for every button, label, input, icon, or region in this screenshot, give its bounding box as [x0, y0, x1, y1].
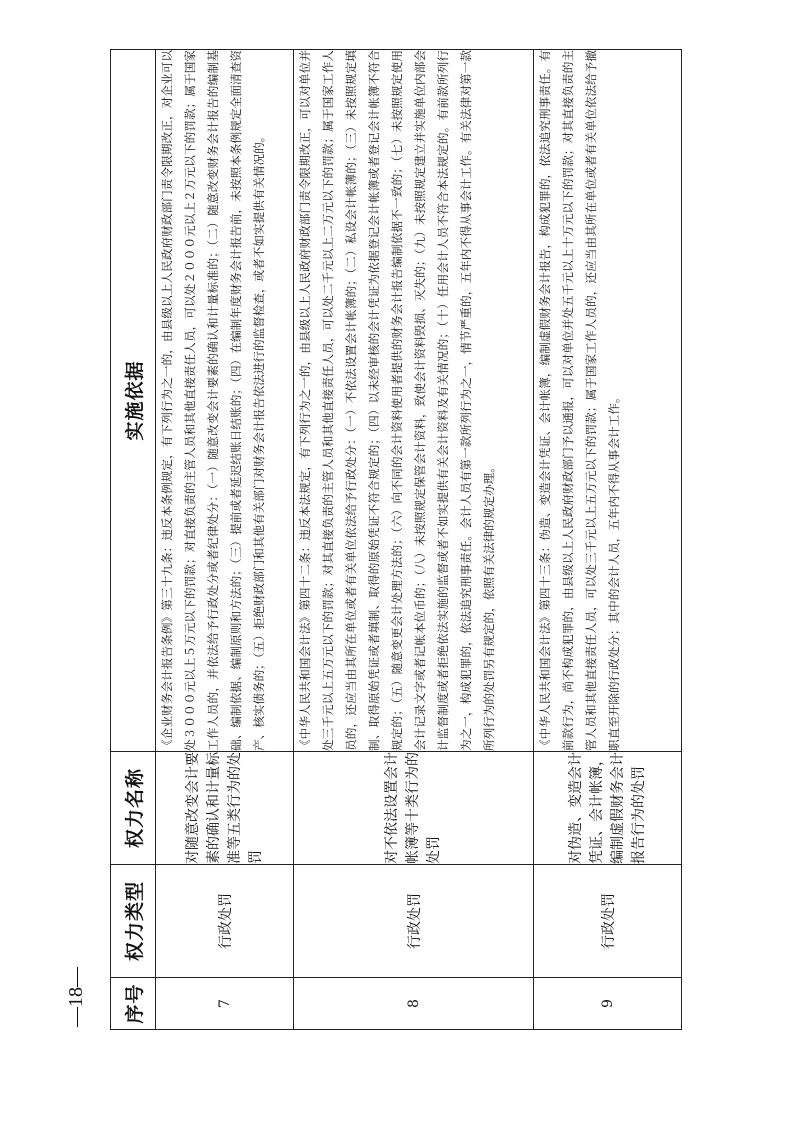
rotated-page-content [110, 50, 680, 1030]
row-seq: 8 [294, 978, 534, 1030]
header-type: 权力类型 [111, 865, 156, 978]
page-number: —18— [65, 967, 87, 1027]
row-seq: 7 [156, 978, 294, 1030]
row-basis: 《企业财务会计报告条例》第三十九条：违反本条例规定，有下列行为之一的，由县级以上人民政府财政部门责令限期改正，对企业可以处３０００元以上５万元以下的罚款；对直接负责的主管人员和其他直接责任人员，可以处２０００元以上２万元以下的罚款；属于国家工作人员的，并依法给予行政处分或者纪律处分：（一）随意改变会计要素的确认和计量标准的；（二）随意改变财务会计报告的编制基础、编制依据、编制原则和方法的；（三）提前或者延迟结账日结账的；（四）在编制年度财务会计报告前，未按照本条例规定全面清查资产、核实债务的；（五）拒绝财政部门和其他有关部门对财务会计报告依法进行的监督检查，或者不如实提供有关情况的。 [156, 50, 294, 752]
row-type: 行政处罚 [534, 865, 682, 978]
table-row [294, 50, 534, 1030]
row-name: 对随意改变会计要素的确认和计量标准等五类行为的处罚 [156, 752, 294, 865]
header-seq: 序号 [111, 978, 156, 1030]
row-name: 对不依法设置会计帐簿等十类行为的处罚 [294, 752, 534, 865]
power-list-table [110, 49, 682, 1030]
table-row [534, 50, 682, 1030]
row-name: 对伪造、变造会计凭证、会计帐簿，编制虚假财务会计报告行为的处罚 [534, 752, 682, 865]
header-name: 权力名称 [111, 752, 156, 865]
row-type: 行政处罚 [156, 865, 294, 978]
row-seq: 9 [534, 978, 682, 1030]
table-row [156, 50, 294, 1030]
row-type: 行政处罚 [294, 865, 534, 978]
row-basis: 《中华人民共和国会计法》第四十二条：违反本法规定，有下列行为之一的，由县级以上人民政府财政部门责令限期改正，可以对单位并处三千元以上五万元以下的罚款；对其直接负责的主管人员和其他直接责任人员，可以处二千元以上二万元以下的罚款；属于国家工作人员的，还应当由其所在单位或者有关单位依法给予行政处分：（一）不依法设置会计帐簿的；（二）私设会计帐簿的；（三）未按照规定填制、取得原始凭证或者填制、取得的原始凭证不符合规定的；（四）以未经审核的会计凭证为依据登记会计帐簿或者登记会计帐簿不符合规定的；（五）随意变更会计处理方法的；（六）向不同的会计资料使用者提供的财务会计报告编制依据不一致的；（七）未按照规定使用会计记录文字或者记帐本位币的；（八）未按照规定保管会计资料，致使会计资料毁损、灭失的；（九）未按照规定建立并实施单位内部会计监督制度或者拒绝依法实施的监督或者不如实提供有关会计资料及有关情况的；（十）任用会计人员不符合本法规定的。有前款所列行为之一，构成犯罪的，依法追究刑事责任。会计人员有第一款所列行为之一，情节严重的，五年内不得从事会计工作。有关法律对第一款所列行为的处罚另有规定的，依照有关法律的规定办理。 [294, 50, 534, 752]
header-basis: 实施依据 [111, 50, 156, 752]
row-basis: 《中华人民共和国会计法》第四十三条：伪造、变造会计凭证、会计帐簿，编制虚假财务会计报告，构成犯罪的，依法追究刑事责任。有前款行为，尚不构成犯罪的，由县级以上人民政府财政部门予以通报，可以对单位并处五千元以上十万元以下的罚款；对其直接负责的主管人员和其他直接责任人员，可以处三千元以上五万元以下的罚款；属于国家工作人员的，还应当由其所在单位或者有关单位依法给予撤职直至开除的行政处分；其中的会计人员，五年内不得从事会计工作。 [534, 50, 682, 752]
table-header-row [111, 50, 156, 1030]
